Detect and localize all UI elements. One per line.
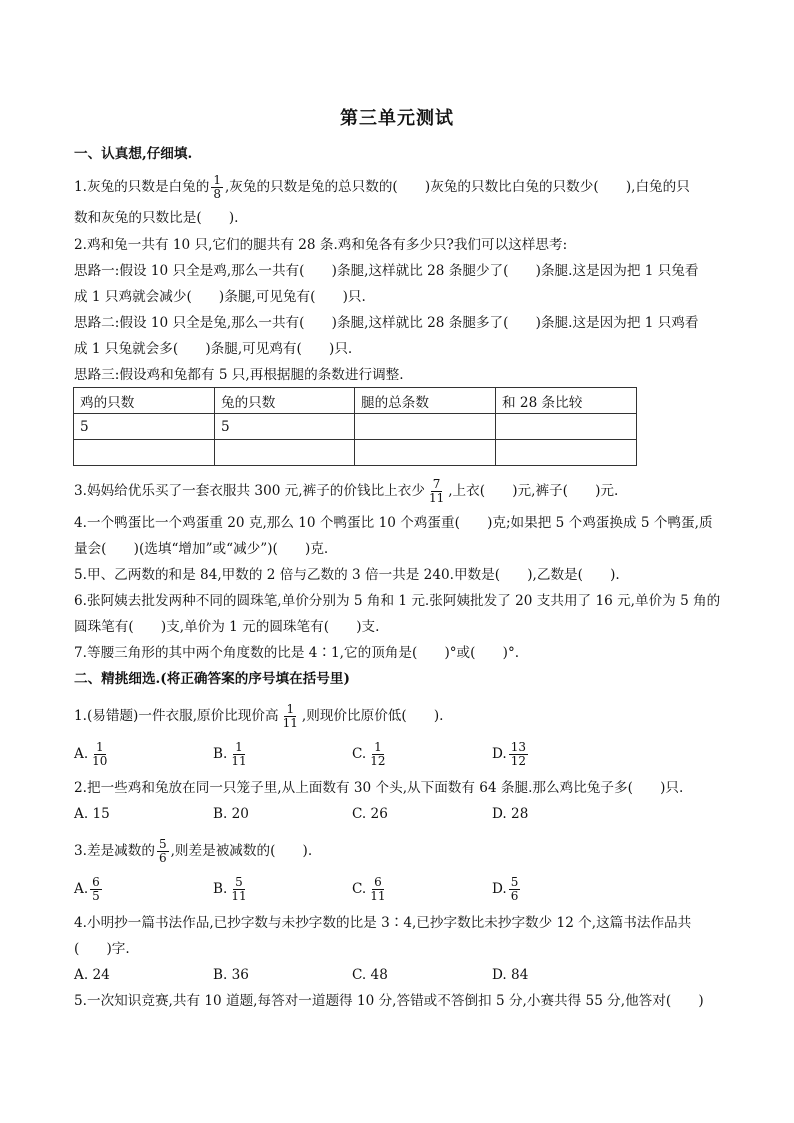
- question-1-4-line-1: 4.一个鸭蛋比一个鸡蛋重 20 克,那么 10 个鸭蛋比 10 个鸡蛋重( )克;如果把 5 个鸡蛋换成 5 个鸭蛋,质: [74, 515, 713, 531]
- fraction-denominator: 6: [158, 851, 167, 865]
- table-row: [74, 414, 637, 440]
- question-1-2-line-5: 成 1 只兔就会多( )条腿,可见鸡有( )只.: [74, 341, 353, 357]
- table-header-row: [74, 388, 637, 414]
- fraction-denominator: 5: [92, 889, 100, 903]
- fraction-numerator: 1: [286, 702, 295, 716]
- question-1-2-line-6: 思路三:假设鸡和兔都有 5 只,再根据腿的条数进行调整.: [74, 367, 404, 383]
- question-1-5: 5.甲、乙两数的和是 84,甲数的 2 倍与乙数的 3 倍一共是 240.甲数是( ),乙数是( ).: [74, 567, 620, 583]
- question-1-3: [74, 478, 618, 505]
- option-label: A.: [74, 746, 89, 762]
- fraction-numerator: 1: [213, 173, 221, 187]
- fraction-denominator: 11: [231, 889, 247, 903]
- chicken-rabbit-table: [73, 387, 637, 466]
- fraction-denominator: 11: [282, 716, 298, 730]
- fraction-five-sixths: [157, 838, 169, 865]
- page-title: 第三单元测试: [340, 108, 454, 129]
- fraction-denominator: 11: [428, 491, 445, 505]
- table-cell[interactable]: [215, 440, 355, 466]
- question-2-4-line-1: 4.小明抄一篇书法作品,已抄字数与未抄字数的比是 3∶4,已抄字数比未抄字数少 12 个,这篇书法作品共: [74, 915, 692, 931]
- question-2-2: 2.把一些鸡和兔放在同一只笼子里,从上面数有 30 个头,从下面数有 64 条腿.那么鸡比兔子多( )只.: [74, 780, 684, 796]
- question-1-6-line-1: 6.张阿姨去批发两种不同的圆珠笔,单价分别为 5 角和 1 元.张阿姨批发了 20 支共用了 16 元,单价为 5 角的: [74, 593, 721, 609]
- question-1-2-line-3: 成 1 只鸡就会减少( )条腿,可见兔有( )只.: [74, 289, 366, 305]
- question-1-7: 7.等腰三角形的其中两个角度数的比是 4∶1,它的顶角是( )°或( )°.: [74, 645, 520, 661]
- option-label: A.: [74, 881, 89, 897]
- table-header-cell: 腿的总条数: [355, 388, 496, 414]
- option-b[interactable]: [213, 741, 251, 768]
- option-d[interactable]: [492, 741, 530, 768]
- option-b[interactable]: B. 36: [213, 967, 249, 983]
- q2-3-text-b: ,则差是被减数的( ).: [170, 843, 313, 859]
- section-2-heading: 二、精挑细选.(将正确答案的序号填在括号里): [74, 671, 350, 687]
- fraction-denominator: 12: [370, 754, 386, 768]
- fraction-one-eighth: [211, 174, 223, 201]
- option-label: D.: [492, 881, 507, 897]
- question-1-4-line-2: 量会( )(选填“增加”或“减少”)( )克.: [74, 541, 329, 557]
- option-d[interactable]: [492, 876, 522, 903]
- option-label: C.: [352, 746, 367, 762]
- option-c[interactable]: [352, 741, 390, 768]
- fraction-one-eleventh: [281, 703, 300, 730]
- fraction-denominator: 6: [510, 889, 519, 903]
- question-2-4-line-2: ( )字.: [74, 941, 130, 957]
- fraction-seven-elevenths: [427, 478, 446, 505]
- option-d[interactable]: D. 84: [492, 967, 529, 983]
- table-header-cell: 鸡的只数: [74, 388, 215, 414]
- fraction-numerator: 6: [92, 875, 100, 889]
- fraction-numerator: 5: [158, 837, 167, 851]
- table-cell[interactable]: [355, 440, 496, 466]
- option-a[interactable]: A. 24: [74, 967, 110, 983]
- option-c[interactable]: C. 48: [352, 967, 388, 983]
- question-2-3: [74, 838, 312, 865]
- question-2-1: [74, 703, 444, 730]
- question-2-5: 5.一次知识竞赛,共有 10 道题,每答对一道题得 10 分,答错或不答倒扣 5 分,小赛共得 55 分,他答对( ): [74, 993, 704, 1009]
- table-header-cell: 和 28 条比较: [496, 388, 637, 414]
- option-fraction: [509, 876, 521, 903]
- fraction-numerator: 6: [374, 875, 382, 889]
- option-label: B.: [213, 746, 228, 762]
- option-fraction: [368, 741, 387, 768]
- fraction-numerator: 5: [235, 875, 243, 889]
- option-b[interactable]: B. 20: [213, 806, 249, 822]
- q1-1-text-a: 1.灰兔的只数是白兔的: [74, 179, 210, 195]
- option-label: D.: [492, 746, 507, 762]
- q2-1-text-a: 1.(易错题)一件衣服,原价比现价高: [74, 708, 279, 724]
- fraction-numerator: 13: [510, 740, 527, 754]
- fraction-numerator: 7: [432, 477, 441, 491]
- fraction-denominator: 8: [213, 187, 221, 201]
- option-fraction: [229, 876, 248, 903]
- question-1-1-line-1: [74, 174, 690, 201]
- fraction-denominator: 11: [231, 754, 247, 768]
- option-c[interactable]: C. 26: [352, 806, 388, 822]
- question-1-1-line-2: 数和灰兔的只数比是( ).: [74, 210, 239, 226]
- option-fraction: [90, 876, 102, 903]
- fraction-denominator: 11: [370, 889, 386, 903]
- option-b[interactable]: [213, 876, 251, 903]
- table-cell[interactable]: [74, 440, 215, 466]
- q1-3-text-b: ,上衣( )元,裤子( )元.: [448, 483, 619, 499]
- option-fraction: [90, 741, 109, 768]
- fraction-numerator: 1: [374, 740, 382, 754]
- table-cell[interactable]: 5: [215, 414, 355, 440]
- table-cell[interactable]: [496, 440, 637, 466]
- table-cell[interactable]: 5: [74, 414, 215, 440]
- fraction-numerator: 5: [510, 875, 519, 889]
- question-1-6-line-2: 圆珠笔有( )支,单价为 1 元的圆珠笔有( )支.: [74, 619, 380, 635]
- fraction-numerator: 1: [95, 740, 104, 754]
- option-a[interactable]: [74, 741, 111, 768]
- question-1-2-line-4: 思路二:假设 10 只全是兔,那么一共有( )条腿,这样就比 28 条腿多了( )条腿.这是因为把 1 只鸡看: [74, 315, 699, 331]
- option-fraction: [229, 741, 248, 768]
- fraction-denominator: 12: [510, 754, 527, 768]
- question-1-2-line-2: 思路一:假设 10 只全是鸡,那么一共有( )条腿,这样就比 28 条腿少了( )条腿.这是因为把 1 只兔看: [74, 263, 699, 279]
- fraction-denominator: 10: [92, 754, 108, 768]
- option-fraction: [368, 876, 387, 903]
- table-cell[interactable]: [355, 414, 496, 440]
- q2-3-text-a: 3.差是减数的: [74, 843, 155, 859]
- option-label: B.: [213, 881, 228, 897]
- option-d[interactable]: D. 28: [492, 806, 529, 822]
- option-c[interactable]: [352, 876, 390, 903]
- option-a[interactable]: [74, 876, 104, 903]
- table-header-cell: 兔的只数: [215, 388, 355, 414]
- option-fraction: [509, 741, 528, 768]
- table-cell[interactable]: [496, 414, 637, 440]
- option-a[interactable]: A. 15: [74, 806, 110, 822]
- fraction-numerator: 1: [235, 740, 243, 754]
- section-1-heading: 一、认真想,仔细填.: [74, 146, 193, 162]
- table-row: [74, 440, 637, 466]
- question-1-2-line-1: 2.鸡和兔一共有 10 只,它们的腿共有 28 条.鸡和兔各有多少只?我们可以这样思考:: [74, 237, 568, 253]
- q2-1-text-b: ,则现价比原价低( ).: [301, 708, 444, 724]
- option-label: C.: [352, 881, 367, 897]
- q1-1-text-b: ,灰兔的只数是兔的总只数的( )灰兔的只数比白兔的只数少( ),白兔的只: [224, 179, 690, 195]
- q1-3-text-a: 3.妈妈给优乐买了一套衣服共 300 元,裤子的价钱比上衣少: [74, 483, 425, 499]
